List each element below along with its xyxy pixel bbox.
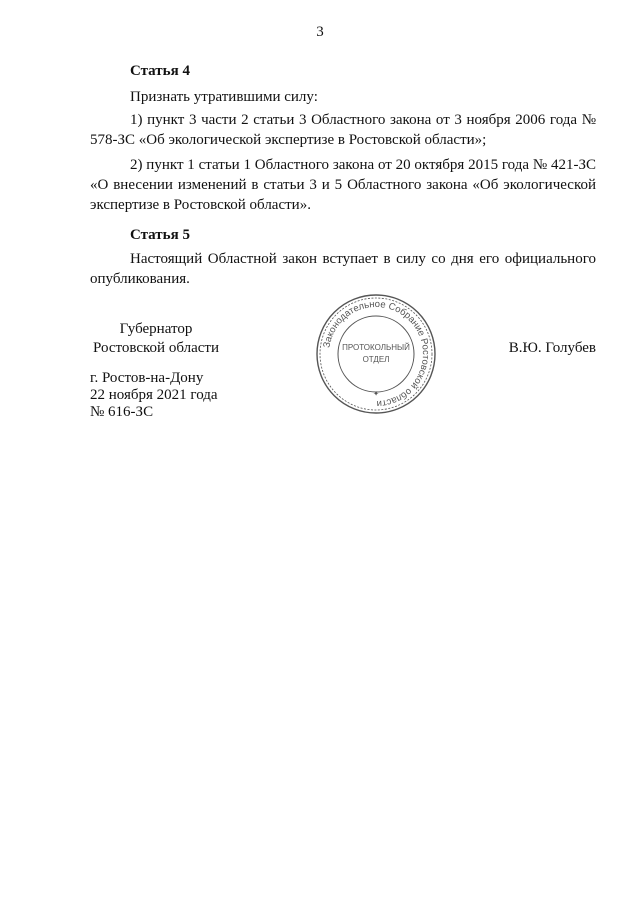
seal-ring-text: Законодательное Собрание Ростовской области	[321, 298, 432, 410]
seal-stamp	[314, 292, 438, 416]
page-number: 3	[316, 24, 324, 40]
article-4-heading: Статья 4	[130, 63, 190, 79]
article-4-item-1: 1) пункт 3 части 2 статьи 3 Областного закона от 3 ноября 2006 года № 578-ЗС «Об экологической экспертизе в Ростовской области»;	[90, 112, 596, 148]
article-5-text: Настоящий Областной закон вступает в силу со дня его официального опубликования.	[90, 251, 596, 287]
governor-name: В.Ю. Голубев	[508, 340, 596, 356]
article-5-heading: Статья 5	[130, 227, 190, 243]
seal-inner-line1: ПРОТОКОЛЬНЫЙ	[342, 343, 410, 352]
article-4-item-2: 2) пункт 1 статьи 1 Областного закона от 20 октября 2015 года № 421-ЗС «О внесении изменений в статьи 3 и 5 Областного закона «Об экологической экспертизе в Ростовской области».	[90, 157, 596, 213]
seal-inner-ring	[338, 316, 414, 392]
law-number: № 616-ЗС	[90, 404, 154, 420]
governor-title-line1: Губернатор	[119, 321, 193, 337]
governor-title	[86, 320, 226, 358]
seal-inner-line2: ОТДЕЛ	[362, 355, 390, 364]
seal-star-icon: ✦	[373, 391, 379, 398]
governor-title-line2: Ростовской области	[93, 340, 219, 356]
signing-city: г. Ростов-на-Дону	[90, 370, 204, 386]
signing-details	[90, 370, 218, 421]
signing-date: 22 ноября 2021 года	[90, 387, 218, 403]
article-4-intro: Признать утратившими силу:	[130, 89, 318, 105]
